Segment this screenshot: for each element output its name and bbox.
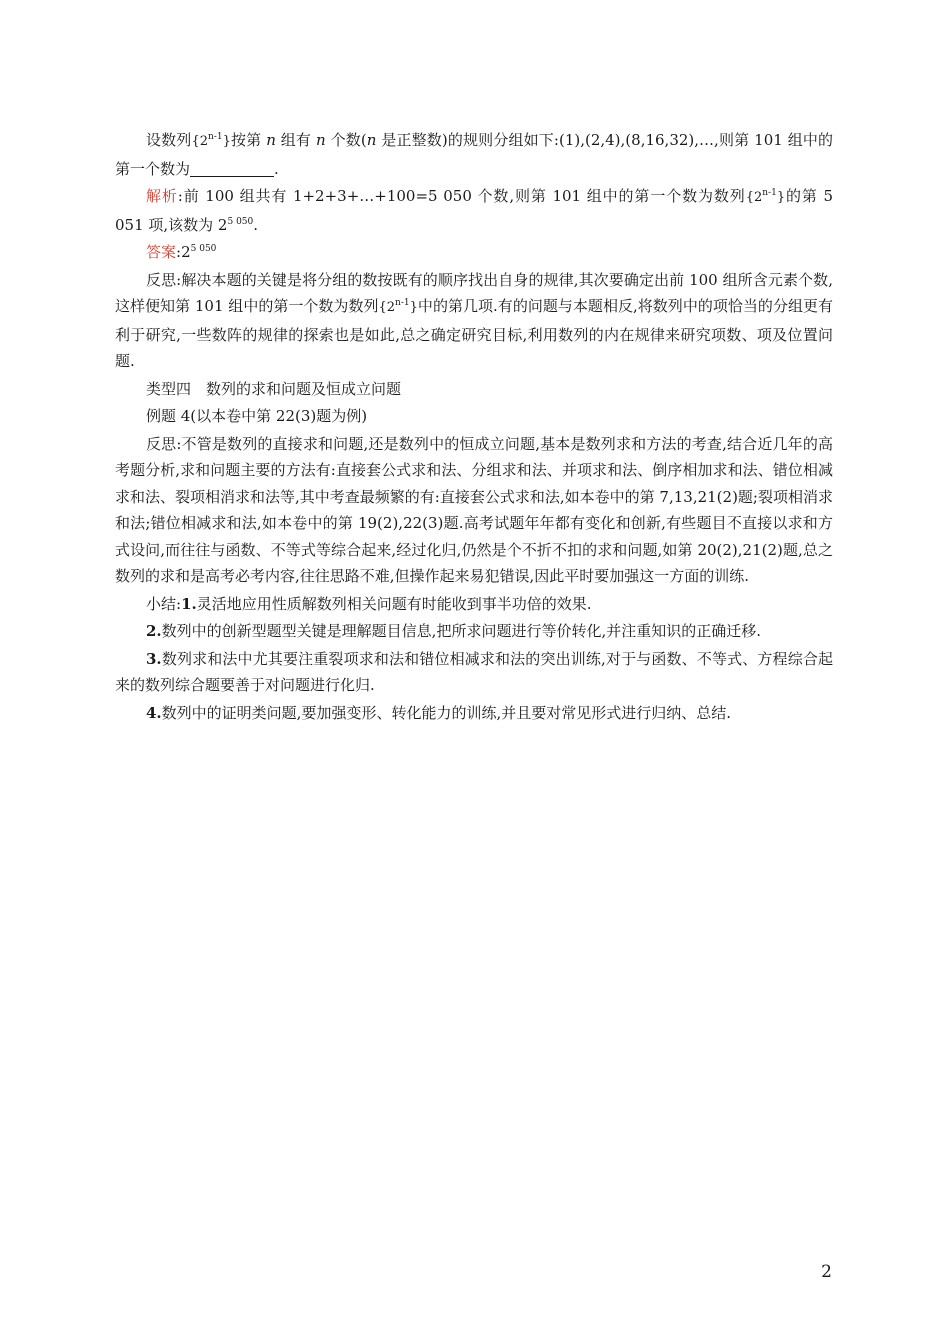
power-exponent: 5 050 [227, 216, 254, 227]
seq-brace: } [776, 190, 786, 205]
seq-base: {2 [745, 190, 763, 205]
solution-paragraph [115, 183, 833, 238]
seq-brace: } [222, 134, 231, 149]
seq-base: {2 [378, 300, 396, 315]
power-exponent: 5 050 [190, 244, 217, 254]
summary-number: 2. [146, 622, 162, 640]
section-heading-type4: 类型四 数列的求和问题及恒成立问题 [146, 379, 402, 398]
seq-exponent: n-1 [395, 298, 410, 308]
seq-exponent: n-1 [762, 188, 777, 198]
reflection-paragraph-2: 反思:不管是数列的直接求和问题,还是数列中的恒成立问题,基本是数列求和方法的考查,结合近几年的高考题分析,求和问题主要的方法有:直接套公式求和法、分组求和法、并项求和法、倒序相加求和法、错位相减求和法、裂项相消求和法等,其中考查最频繁的有:直接套公式求和法,如本卷中的第 7,13,21(2)题;裂项相消求和法;错位相减求和法,如本卷中的第 19(2),22(3)题.高考试题年年都有变化和创新,有些题目不直接以求和方式设问,而往往与函数、不等式等综合起来,经过化归,仍然是个不折不扣的求和问题,如第 20(2),21(2)题,总之数列的求和是高考必考内容,往往思路不难,但操作起来易犯错误,因此平时要加强这一方面的训练. [115, 434, 833, 585]
summary-item-4 [115, 700, 833, 727]
problem-text: 个数( [325, 131, 367, 149]
page-number: 2 [821, 1262, 832, 1282]
summary-text: 数列中的证明类问题,要加强变形、转化能力的训练,并且要对常见形式进行归纳、总结. [161, 703, 731, 722]
sequence-notation [379, 300, 418, 315]
summary-item-3 [115, 646, 833, 699]
reflection-text: 反思:解决本题的关键是将分组的数按既有的顺序找出自身的规律,其次要确定出前 100 组所含元素个数,这样便知第 101 组中的第一个数为数列 [115, 270, 833, 315]
answer-label: 答案 [146, 243, 177, 261]
sequence-notation [746, 190, 785, 205]
answer-text: :2 [176, 243, 191, 261]
summary-lead: 小结: [146, 594, 182, 613]
summary-item-1 [115, 591, 833, 618]
summary-number: 4. [146, 703, 162, 722]
variable-n: n [316, 131, 326, 149]
variable-n: n [366, 131, 377, 149]
seq-base: {2 [191, 134, 208, 149]
problem-text: 组有 [275, 131, 316, 149]
reflection-text: 中的第几项.有的问题与本题相反,将数列中的项恰当的分组更有利于研究,一些数阵的规律的探索也是如此,总之确定研究目标,利用数列的内在规律来研究项数、项及位置问题. [115, 297, 833, 370]
sequence-notation [191, 134, 230, 149]
problem-text: 是正整数)的规则分组如下:(1),(2,4),(8,16,32),…,则第 101 组中的第一个数为 [115, 131, 833, 178]
document-body [115, 127, 833, 727]
solution-text: . [253, 215, 259, 234]
example-heading: 例题 4(以本卷中第 22(3)题为例) [146, 407, 368, 425]
problem-text: 设数列 [146, 131, 192, 149]
seq-brace: } [409, 300, 418, 315]
summary-text: 数列中的创新型题型关键是理解题目信息,把所求问题进行等价转化,并注重知识的正确迁移. [161, 622, 761, 640]
summary-item-2 [115, 618, 833, 645]
variable-n: n [266, 131, 276, 149]
problem-text: 按第 [230, 131, 267, 149]
summary-text: 数列求和法中尤其要注重裂项求和法和错位相减求和法的突出训练,对于与函数、不等式、方程综合起来的数列综合题要善于对问题进行化归. [115, 649, 833, 694]
solution-text: :前 100 组共有 1+2+3+…+100=5 050 个数,则第 101 组中的第一个数为数列 [177, 187, 746, 205]
solution-text: 的第 5 051 项,该数为 2 [115, 187, 833, 234]
summary-number: 1. [181, 594, 197, 613]
reflection-paragraph-1 [115, 267, 833, 375]
problem-text: . [274, 159, 279, 178]
solution-label: 解析 [146, 187, 178, 205]
summary-text: 灵活地应用性质解数列相关问题有时能收到事半功倍的效果. [196, 594, 592, 613]
answer-paragraph [115, 239, 833, 266]
problem-statement [115, 127, 833, 182]
answer-blank [190, 160, 274, 177]
seq-exponent: n-1 [207, 132, 223, 142]
summary-number: 3. [146, 649, 162, 668]
